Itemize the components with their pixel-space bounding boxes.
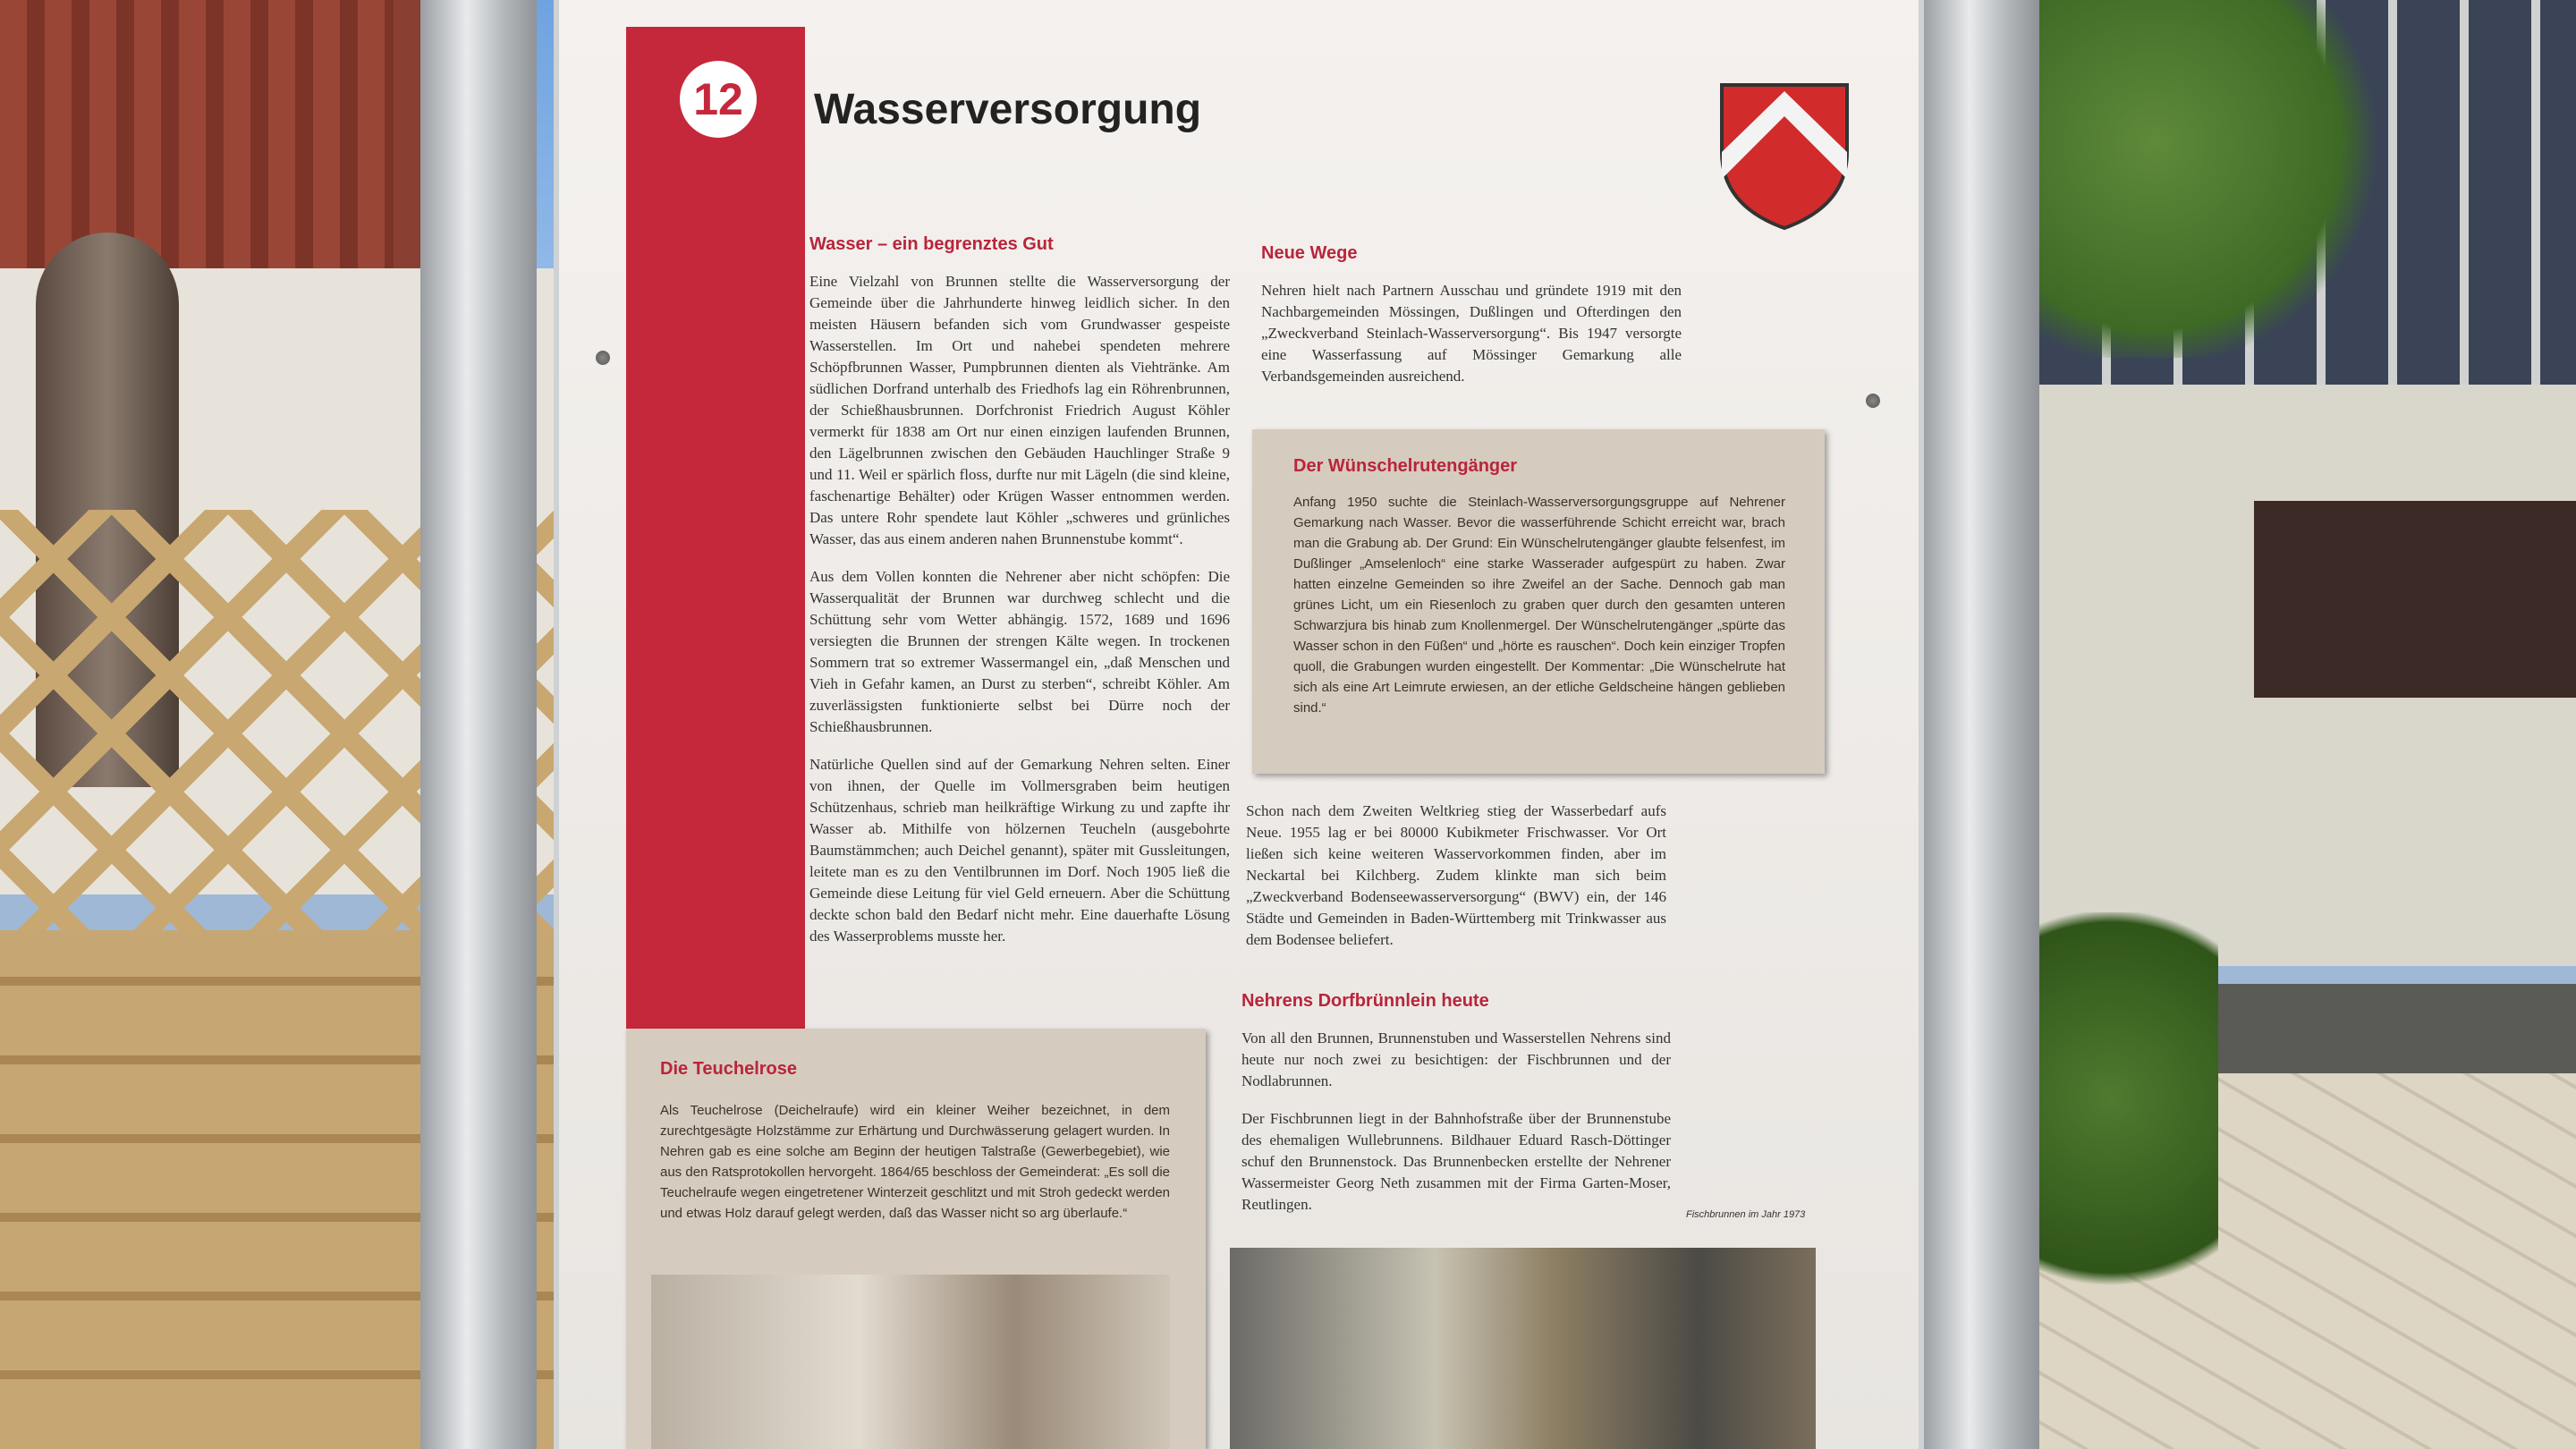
- heading-dorfbruennlein: Nehrens Dorfbrünnlein heute: [1241, 991, 1489, 1011]
- column-right-lower: [1241, 991, 1671, 1216]
- fischbrunnen-photo: [1230, 1248, 1816, 1449]
- heading-wasser: Wasser – ein begrenztes Gut: [809, 234, 1054, 254]
- paragraph: Natürliche Quellen sind auf der Gemarkung Nehren selten. Einer von ihnen, der Quelle im Vollmersgraben beim heutigen Schützenhaus, schrieb man heilkräftige Wirkung zu und zapfte ihr Wasser ab. Mithilfe von hölzernen Teucheln (ausgebohrte Baumstämmchen; auch Deichel genannt), später mit Gussleitungen, leitete man es zu den Ventilbrunnen im Dorf. Noch 1905 ließ die Gemeinde diese Leitung für viel Geld erneuern. Aber die Schüttung deckte schon bald den Bedarf nicht mehr. Eine dauerhafte Lösung des Wasserproblems musste her.: [809, 756, 1230, 945]
- paragraph: Nehren hielt nach Partnern Ausschau und gründete 1919 mit den Nachbargemeinden Mössingen, Dußlingen und Ofterdingen den „Zweckverband Steinlach-Wasserversorgung“. Bis 1947 versorgte eine Wasserfassung auf Mössinger Gemarkung alle Verbandsgemeinden ausreichend.: [1261, 282, 1682, 385]
- teuchel-photo: [651, 1275, 1170, 1449]
- info-box-wuenschelrutengaenger: [1252, 429, 1825, 774]
- screw: [596, 351, 610, 365]
- paragraph: Der Fischbrunnen liegt in der Bahnhofstraße über der Brunnenstube des ehemaligen Wullebrunnens. Bildhauer Eduard Rasch-Döttinger schuf den Brunnenstock. Das Brunnenbecken erstellte der Nehrener Wassermeister Georg Neth zusammen mit der Firma Garten-Moser, Reutlingen.: [1241, 1110, 1671, 1213]
- box-heading: Der Wünschelrutengänger: [1293, 456, 1518, 476]
- box-text: Anfang 1950 suchte die Steinlach-Wasserversorgungsgruppe auf Nehrener Gemarkung nach Wasser. Bevor die wasserführende Schicht erreicht war, brach man die Grabung ab. Der Grund: Ein Wünschelrutengänger glaubte felsenfest, im Dußlinger „Amselenloch“ eine starke Wasserader aufgespürt zu haben. Zwar hatten einzelne Gemeinden so ihre Zweifel an der Sache. Dennoch gab man grünes Licht, um ein Riesenloch zu graben quer durch den gesamten unteren Schwarzjura bis hinab zum Knollenmergel. Der Wünschelrutengänger „spürte das Wasser schon in den Füßen“ und „hörte es rauschen“. Doch kein einziger Tropfen quoll, die Grabungen wurden eingestellt. Der Kommentar: „Die Wünschelrute hat sich als eine Art Leimrute erwiesen, an der etliche Geldscheine hängen geblieben sind.“: [1293, 495, 1785, 716]
- coat-of-arms-icon: [1717, 80, 1852, 233]
- sign-number-badge: 12: [680, 61, 757, 138]
- paragraph: Eine Vielzahl von Brunnen stellte die Wasserversorgung der Gemeinde über die Jahrhunderte hinweg leidlich sicher. In den meisten Häusern befanden sich vom Grundwasser gespeiste Wasserstellen. Im Ort und nahebei spendeten mehrere Schöpfbrunnen Wasser, Pumpbrunnen dienten als Viehtränke. Am südlichen Dorfrand unterhalb des Friedhofs lag ein Röhrenbrunnen, der Schießhausbrunnen. Dorfchronist Friedrich August Köhler vermerkt für 1838 am Ort nur einen einzigen laufenden Brunnen, den Lägelbrunnen zwischen den Gebäuden Hauchlinger Straße 9 und 11. Weil er spärlich floss, durfte nur mit Lägeln (die sind kleine, faschenartige Behälter) oder Krügen Wasser entnommen werden. Das untere Rohr spendete laut Köhler „schweres und grünliches Wasser, das aus einem anderen nahen Brunnenstube kommt“.: [809, 273, 1230, 547]
- paragraph: Von all den Brunnen, Brunnenstuben und Wasserstellen Nehrens sind heute nur noch zwei zu besichtigen: der Fischbrunnen und der Nodlabrunnen.: [1241, 1030, 1671, 1089]
- paragraph: Aus dem Vollen konnten die Nehrener aber nicht schöpfen: Die Wasserqualität der Brunnen war durchweg schlecht und die Schüttung sehr vom Wetter abhängig. 1572, 1689 und 1696 versiegten die Brunnen der strengen Kälte wegen. In trockenen Sommern trat so extremer Wassermangel ein, „daß Menschen und Vieh in Gefahr kamen, an Durst zu sterben“, schreibt Köhler. Am zuverlässigsten funktionierte selbst bei Dürre noch der Schießhausbrunnen.: [809, 568, 1230, 735]
- box-heading: Die Teuchelrose: [660, 1059, 798, 1079]
- heading-neue-wege: Neue Wege: [1261, 243, 1358, 263]
- box-text: Als Teuchelrose (Deichelraufe) wird ein kleiner Weiher bezeichnet, in dem zurechtgesägte Holzstämme zur Erhärtung und Durchwässerung gelagert wurden. In Nehren gab es eine solche am Beginn der heutigen Talstraße (Gewerbegebiet), wie aus den Ratsprotokollen hervorgeht. 1864/65 beschloss der Gemeinderat: „Es soll die Teuchelraufe wegen eingetretener Winterzeit geschlitzt und mit Stroh gedeckt werden und etwas Holz darauf gelegt werden, daß das Wasser nicht so arg überlaufe.“: [660, 1103, 1170, 1221]
- left-building-roof: [0, 0, 394, 268]
- screw: [1866, 394, 1880, 408]
- photo-caption: Fischbrunnen im Jahr 1973: [1686, 1209, 1806, 1220]
- red-stripe: [626, 27, 805, 1029]
- sign-pole-left: [420, 0, 537, 1449]
- sign-title: Wasserversorgung: [814, 86, 1202, 133]
- column-left: [809, 234, 1230, 947]
- paragraph: Schon nach dem Zweiten Weltkrieg stieg der Wasserbedarf aufs Neue. 1955 lag er bei 80000 Kubikmeter Frischwasser. Vor Ort ließen sich keine weiteren Wasservorkommen finden, aber im Neckartal bei Kilchberg. Zudem klinkte man sich beim „Zweckverband Bodenseewasserversorgung“ (BWV) ein, der 146 Städte und Gemeinden in Baden-Württemberg mit Trinkwasser aus dem Bodensee beliefert.: [1246, 802, 1666, 948]
- sign-pole-right: [1923, 0, 2039, 1449]
- column-right: [1261, 243, 1682, 387]
- tree-foliage: [2004, 0, 2379, 358]
- right-building-window: [2254, 501, 2576, 698]
